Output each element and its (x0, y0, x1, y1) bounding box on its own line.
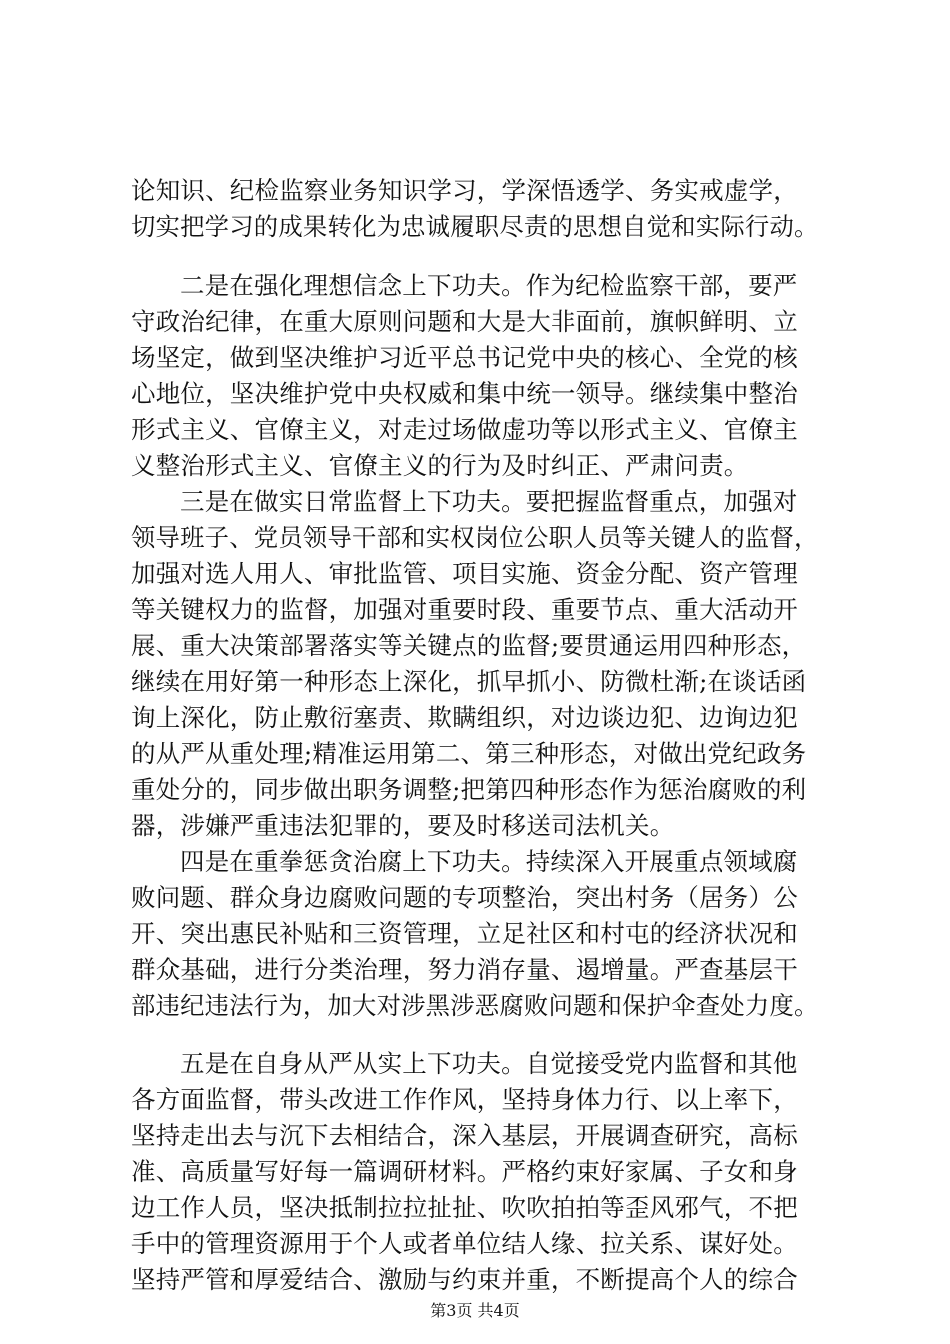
text-line: 部违纪违法行为，加大对涉黑涉恶腐败问题和保护伞查处力度。 (131, 991, 819, 1020)
text-line: 义整治形式主义、官僚主义的行为及时纠正、严肃问责。 (131, 451, 749, 480)
text-line: 等关键权力的监督，加强对重要时段、重要节点、重大活动开 (131, 595, 798, 624)
text-line: 加强对选人用人、审批监管、项目实施、资金分配、资产管理 (131, 559, 798, 588)
text-line: 展、重大决策部署落实等关键点的监督;要贯通运用四种形态， (131, 631, 807, 660)
text-line: 切实把学习的成果转化为忠诚履职尽责的思想自觉和实际行动。 (131, 212, 819, 241)
text-line: 手中的管理资源用于个人或者单位结人缘、拉关系、谋好处。 (131, 1229, 798, 1258)
page-number: 第3页 共4页 (430, 1301, 520, 1320)
text-line: 坚持走出去与沉下去相结合，深入基层，开展调查研究，高标 (131, 1121, 798, 1150)
text-line: 继续在用好第一种形态上深化，抓早抓小、防微杜渐;在谈话函 (131, 667, 807, 696)
text-line: 四是在重拳惩贪治腐上下功夫。持续深入开展重点领域腐 (180, 847, 798, 876)
text-line: 五是在自身从严从实上下功夫。自觉接受党内监督和其他 (180, 1049, 798, 1078)
text-line: 器，涉嫌严重违法犯罪的，要及时移送司法机关。 (131, 811, 675, 840)
text-line: 守政治纪律，在重大原则问题和大是大非面前，旗帜鲜明、立 (131, 307, 798, 336)
text-line: 形式主义、官僚主义，对走过场做虚功等以形式主义、官僚主 (131, 415, 798, 444)
text-line: 群众基础，进行分类治理，努力消存量、遏增量。严查基层干 (131, 955, 798, 984)
text-line: 领导班子、党员领导干部和实权岗位公职人员等关键人的监督， (131, 523, 819, 552)
text-line: 心地位，坚决维护党中央权威和集中统一领导。继续集中整治 (131, 379, 798, 408)
text-line: 二是在强化理想信念上下功夫。作为纪检监察干部，要严 (180, 271, 798, 300)
text-line: 询上深化，防止敷衍塞责、欺瞒组织，对边谈边犯、边询边犯 (131, 703, 798, 732)
text-line: 准、高质量写好每一篇调研材料。严格约束好家属、子女和身 (131, 1157, 798, 1186)
text-line: 各方面监督，带头改进工作作风，坚持身体力行、以上率下， (131, 1085, 798, 1114)
text-line: 边工作人员，坚决抵制拉拉扯扯、吹吹拍拍等歪风邪气，不把 (131, 1193, 798, 1222)
text-line: 的从严从重处理;精准运用第二、第三种形态，对做出党纪政务 (131, 739, 807, 768)
text-line: 重处分的，同步做出职务调整;把第四种形态作为惩治腐败的利 (131, 775, 807, 804)
text-line: 论知识、纪检监察业务知识学习，学深悟透学、务实戒虚学， (131, 176, 798, 205)
text-line: 坚持严管和厚爱结合、激励与约束并重，不断提高个人的综合 (131, 1265, 798, 1294)
text-line: 开、突出惠民补贴和三资管理，立足社区和村屯的经济状况和 (131, 919, 798, 948)
text-line: 三是在做实日常监督上下功夫。要把握监督重点，加强对 (180, 487, 798, 516)
text-line: 场坚定，做到坚决维护习近平总书记党中央的核心、全党的核 (131, 343, 798, 372)
text-line: 败问题、群众身边腐败问题的专项整治，突出村务（居务）公 (131, 883, 798, 912)
